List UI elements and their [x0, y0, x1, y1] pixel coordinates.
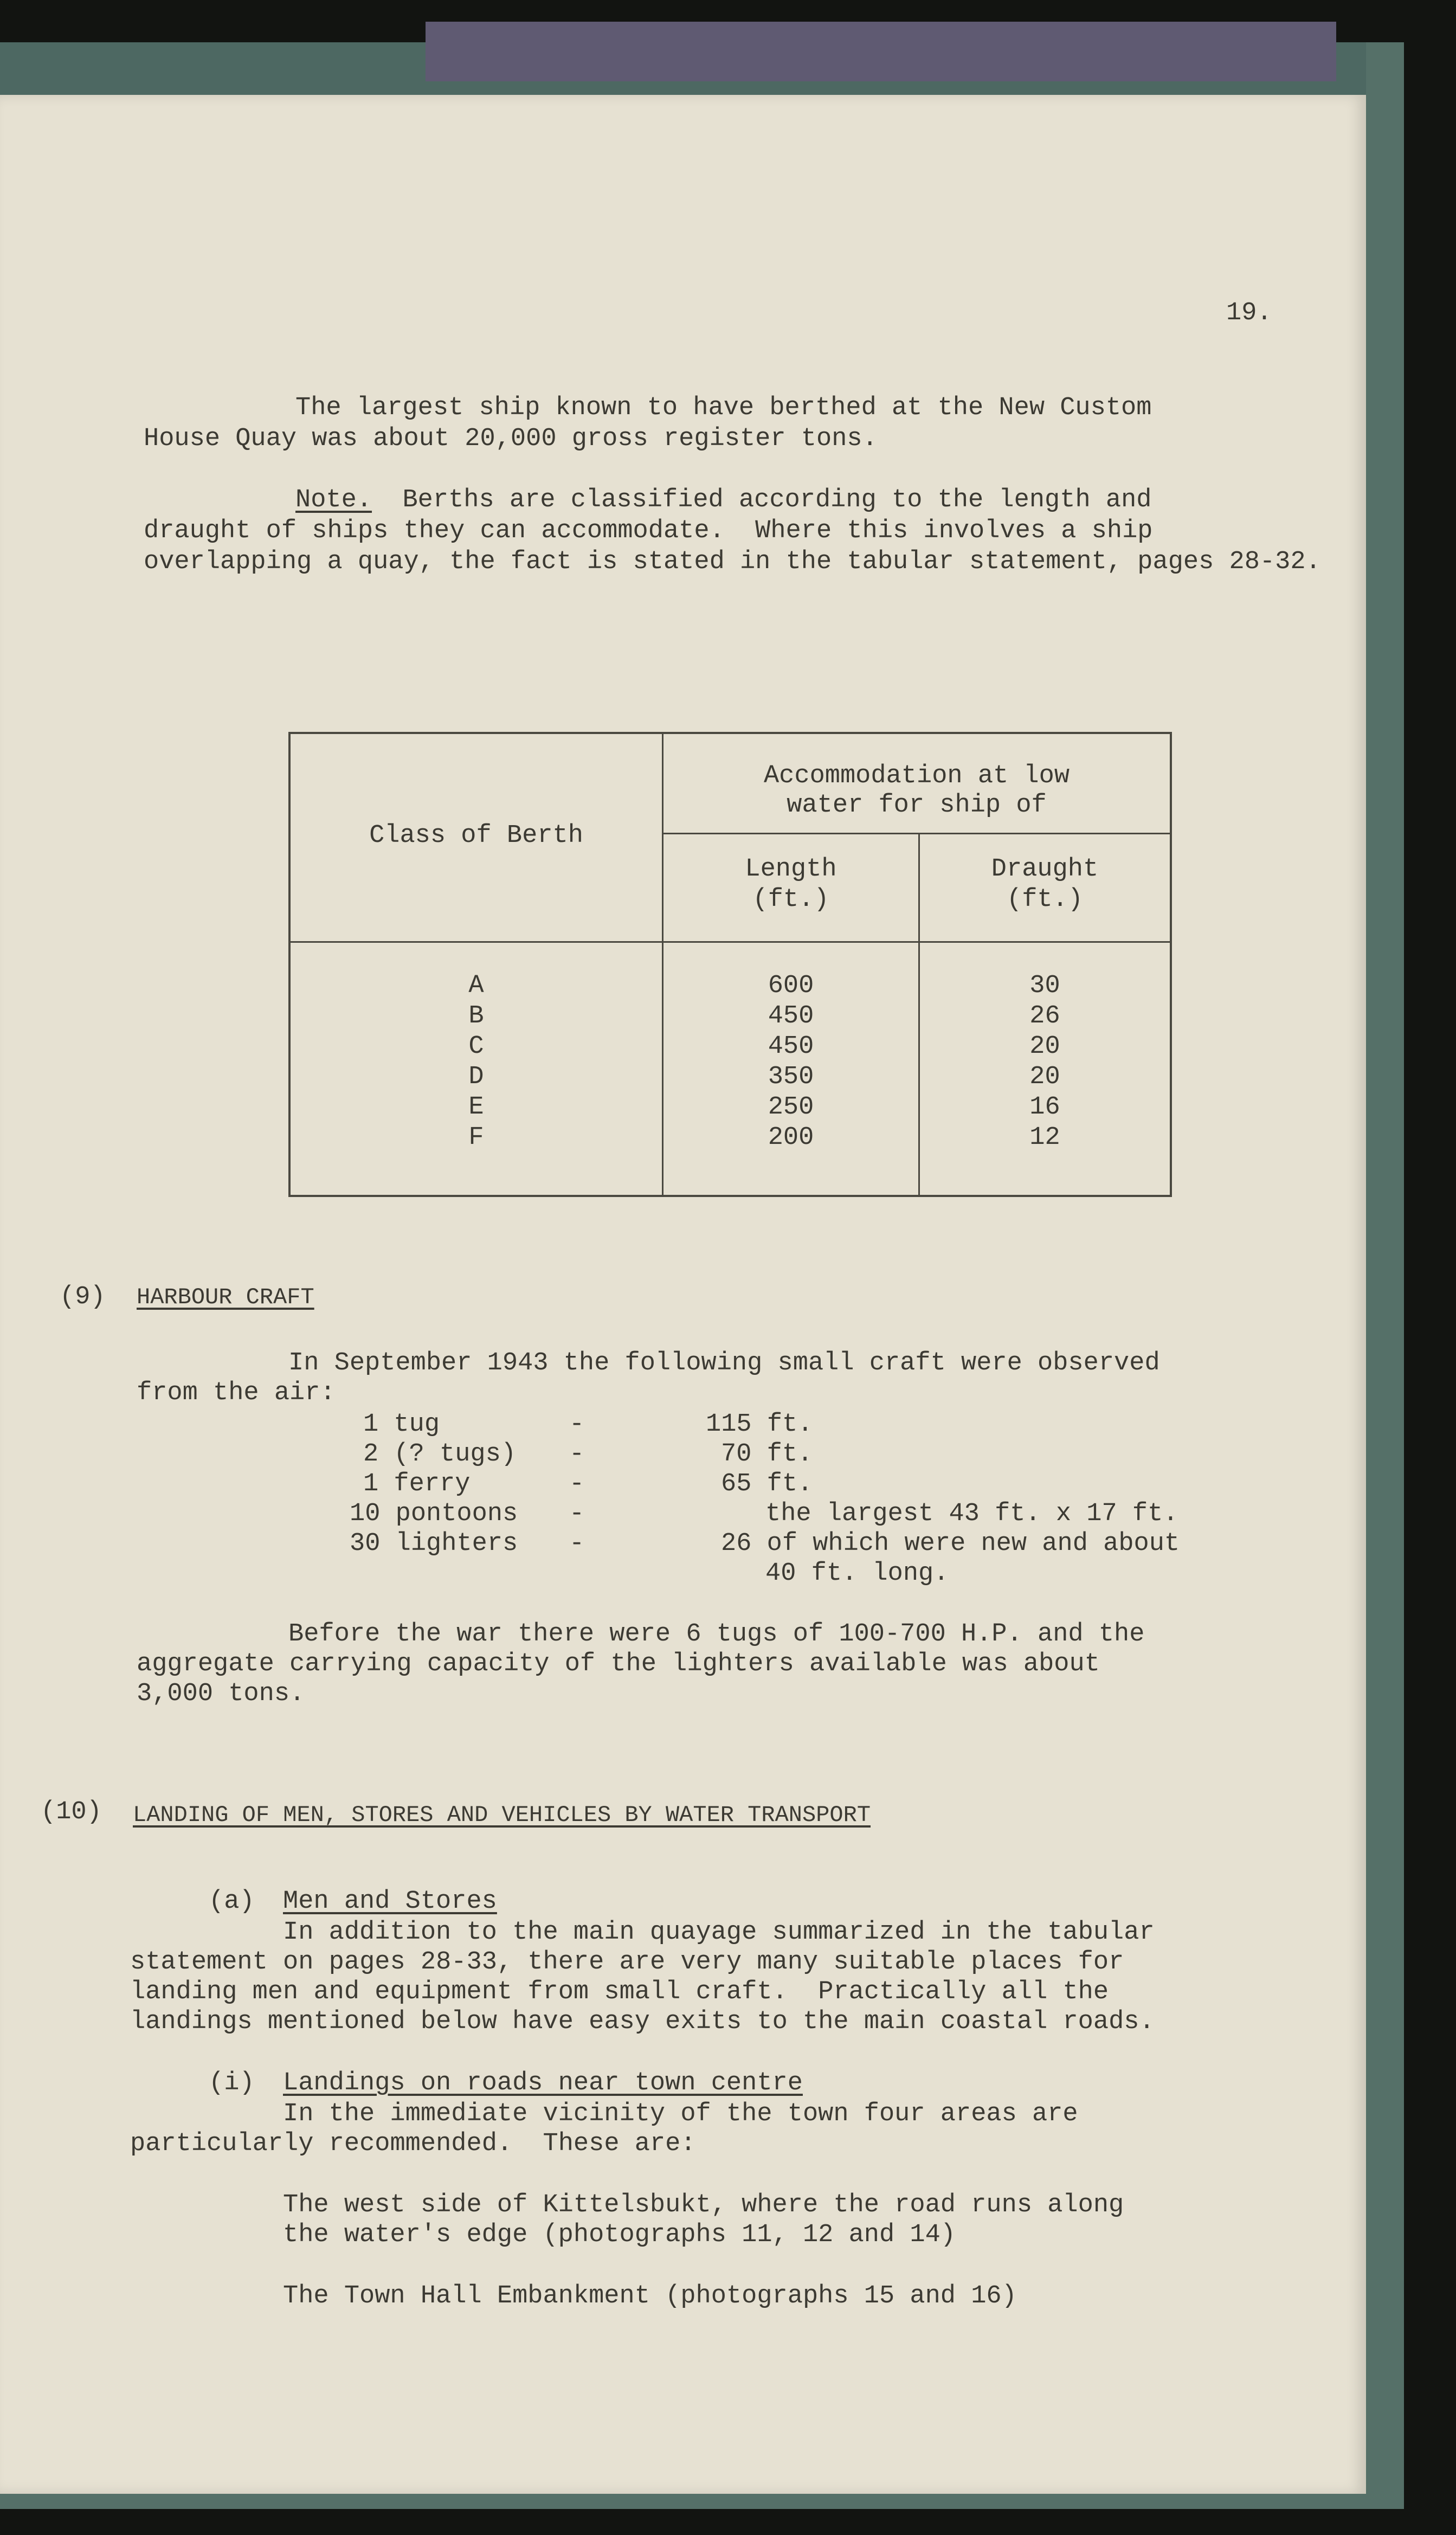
document-page [0, 95, 1366, 2494]
harbour-craft-para-line-2: from the air: [137, 1379, 336, 1407]
prewar-para-line-3: 3,000 tons. [137, 1680, 305, 1708]
men-stores-line-2: statement on pages 28-33, there are very many suitable places for [130, 1948, 1124, 1977]
men-stores-line-4: landings mentioned below have easy exits to the main coastal roads. [130, 2008, 1155, 2036]
accommodation-header-line-2: water for ship of [787, 791, 1047, 820]
draught-cell: 20 [1029, 1032, 1060, 1061]
craft-size: 65 ft. [721, 1470, 813, 1498]
section-10-number: (10) [41, 1798, 102, 1826]
craft-dash: - [569, 1470, 585, 1498]
note-first-line-rest: Berths are classified according to the length and [402, 486, 1152, 514]
class-of-berth-header: Class of Berth [369, 821, 583, 850]
berth-class-cell: B [468, 1002, 484, 1031]
men-stores-line-3: landing men and equipment from small craft. Practically all the [130, 1978, 1109, 2006]
town-centre-line-2: particularly recommended. These are: [130, 2129, 696, 2158]
length-cell: 450 [768, 1002, 814, 1031]
craft-size: 26 of which were new and about [721, 1529, 1180, 1558]
length-header: Length [745, 855, 837, 884]
landing-item-1-line-2: the water's edge (photographs 11, 12 and 14) [283, 2221, 956, 2249]
berth-class-cell: F [468, 1123, 484, 1152]
harbour-craft-para-line-1: In September 1943 the following small craft were observed [288, 1349, 1160, 1378]
craft-quantity: 1 ferry [363, 1470, 471, 1498]
draught-cell: 30 [1029, 971, 1060, 1000]
subsection-i-heading: Landings on roads near town centre [283, 2069, 803, 2098]
berth-class-cell: E [468, 1093, 484, 1122]
binder-spine [426, 22, 1336, 81]
length-cell: 350 [768, 1063, 814, 1091]
table-divider [291, 941, 1170, 943]
craft-quantity: 1 tug [363, 1410, 440, 1439]
craft-size: 70 ft. [721, 1440, 813, 1469]
draught-cell: 12 [1029, 1123, 1060, 1152]
berth-class-table [288, 732, 1172, 1197]
craft-size: the largest 43 ft. x 17 ft. [765, 1500, 1178, 1528]
draught-column [920, 971, 1170, 1153]
town-centre-line-1: In the immediate vicinity of the town four areas are [283, 2100, 1078, 2128]
berth-class-cell: A [468, 971, 484, 1000]
craft-dash: - [569, 1410, 585, 1439]
section-10-heading: LANDING OF MEN, STORES AND VEHICLES BY WATER TRANSPORT [133, 1802, 871, 1828]
accommodation-header-line-1: Accommodation at low [763, 762, 1070, 790]
landing-item-1-line-1: The west side of Kittelsbukt, where the road runs along [283, 2191, 1124, 2219]
draught-cell: 20 [1029, 1063, 1060, 1091]
subsection-a-label: (a) [209, 1887, 255, 1916]
draught-header: Draught [991, 855, 1099, 884]
berth-class-column [291, 971, 662, 1153]
section-9-heading: HARBOUR CRAFT [137, 1284, 314, 1310]
table-divider [662, 833, 1170, 834]
berth-class-cell: C [468, 1032, 484, 1061]
note-line-2: draught of ships they can accommodate. Where this involves a ship [144, 517, 1153, 545]
length-cell: 450 [768, 1032, 814, 1061]
draught-cell: 26 [1029, 1002, 1060, 1031]
subsection-i-label: (i) [209, 2069, 255, 2098]
page-number: 19. [1226, 299, 1272, 327]
craft-dash: - [569, 1529, 585, 1558]
craft-quantity: 10 pontoons [350, 1500, 518, 1528]
length-cell: 600 [768, 971, 814, 1000]
intro-line-2: House Quay was about 20,000 gross register tons. [144, 424, 878, 453]
note-label: Note. [295, 486, 372, 514]
men-stores-line-1: In addition to the main quayage summarized in the tabular [283, 1918, 1155, 1947]
prewar-para-line-1: Before the war there were 6 tugs of 100-700 H.P. and the [288, 1620, 1145, 1649]
draught-cell: 16 [1029, 1093, 1060, 1122]
craft-dash: - [569, 1440, 585, 1469]
length-column [663, 971, 918, 1153]
craft-size: 115 ft. [706, 1410, 813, 1439]
craft-size-continued: 40 ft. long. [765, 1559, 949, 1588]
section-9-number: (9) [60, 1283, 106, 1311]
length-cell: 250 [768, 1093, 814, 1122]
prewar-para-line-2: aggregate carrying capacity of the lighters available was about [137, 1650, 1100, 1678]
length-unit: (ft.) [752, 885, 829, 914]
craft-quantity: 2 (? tugs) [363, 1440, 517, 1469]
note-line-3: overlapping a quay, the fact is stated in the tabular statement, pages 28-32. [144, 548, 1321, 576]
length-cell: 200 [768, 1123, 814, 1152]
craft-quantity: 30 lighters [350, 1529, 518, 1558]
craft-dash: - [569, 1500, 585, 1528]
subsection-a-heading: Men and Stores [283, 1887, 497, 1916]
berth-class-cell: D [468, 1063, 484, 1091]
intro-line-1: The largest ship known to have berthed at the New Custom [295, 394, 1152, 422]
landing-item-2: The Town Hall Embankment (photographs 15 and 16) [283, 2282, 1017, 2311]
draught-unit: (ft.) [1006, 885, 1084, 914]
note-first-line [295, 485, 1151, 516]
